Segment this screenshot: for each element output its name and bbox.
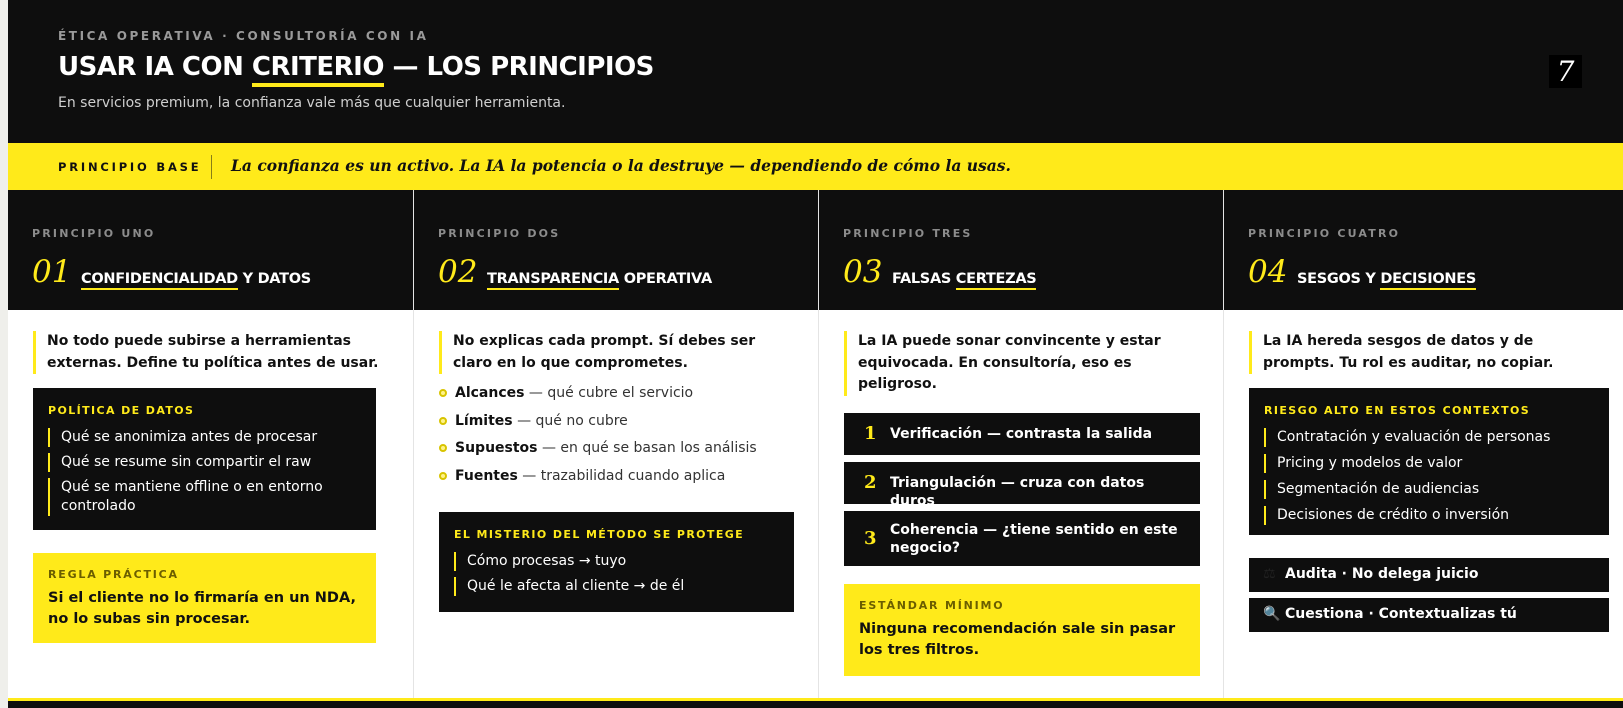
filter-number: 3 bbox=[864, 528, 877, 549]
principle-quote: La confianza es un activo. La IA la potencia o la destruye — dependiendo de cómo la usas. bbox=[231, 156, 1011, 175]
column-number: 04 bbox=[1248, 254, 1288, 290]
column-header bbox=[819, 190, 1223, 310]
title-pre: USAR IA CON bbox=[58, 52, 252, 82]
list-item: Qué se anonimiza antes de procesar bbox=[48, 428, 361, 447]
column-number: 01 bbox=[32, 254, 72, 290]
column-title bbox=[81, 271, 311, 287]
list-item: Qué se resume sin compartir el raw bbox=[48, 453, 361, 472]
principle-column-3 bbox=[818, 190, 1223, 698]
title-highlight: CRITERIO bbox=[251, 52, 384, 82]
bullet-dot-icon bbox=[439, 472, 447, 480]
column-title-rest: OPERATIVA bbox=[618, 271, 712, 287]
box-list bbox=[1264, 428, 1594, 525]
scale-icon: ⚖ bbox=[1263, 566, 1276, 582]
brand-logo: 7 bbox=[1549, 55, 1582, 88]
magnifier-icon: 🔍 bbox=[1263, 606, 1281, 622]
column-kicker: PRINCIPIO DOS bbox=[438, 227, 561, 240]
principle-column-2 bbox=[413, 190, 818, 698]
filter-number: 1 bbox=[864, 423, 877, 444]
column-title bbox=[487, 271, 712, 287]
box-label: RIESGO ALTO EN ESTOS CONTEXTOS bbox=[1264, 404, 1531, 417]
column-number: 03 bbox=[843, 254, 883, 290]
filter-card-2 bbox=[844, 462, 1200, 509]
question-pill bbox=[1249, 598, 1609, 632]
column-title bbox=[1297, 271, 1476, 287]
column-lead: La IA hereda sesgos de datos y de prompts. Tu rol es auditar, no copiar. bbox=[1249, 331, 1604, 374]
principle-divider bbox=[211, 155, 212, 179]
page-title bbox=[58, 52, 654, 82]
column-title-pre: FALSAS bbox=[892, 271, 956, 287]
scope-bullets bbox=[439, 383, 757, 494]
bullet-dot-icon bbox=[439, 389, 447, 397]
filter-text: Verificación — contrasta la salida bbox=[890, 426, 1153, 442]
box-label: EL MISTERIO DEL MÉTODO SE PROTEGE bbox=[454, 528, 745, 541]
bullet-dot-icon bbox=[439, 417, 447, 425]
subtitle: En servicios premium, la confianza vale más que cualquier herramienta. bbox=[58, 95, 566, 111]
bullet-dot-icon bbox=[439, 444, 447, 452]
bullet-term: Supuestos bbox=[455, 440, 538, 457]
column-title-underlined: DECISIONES bbox=[1380, 271, 1476, 287]
audit-pill bbox=[1249, 558, 1609, 592]
column-header bbox=[8, 190, 413, 310]
box-list bbox=[454, 552, 779, 596]
yellow-text: Si el cliente no lo firmaría en un NDA, no lo subas sin procesar. bbox=[48, 590, 356, 627]
yellow-text: Ninguna recomendación sale sin pasar los tres filtros. bbox=[859, 621, 1176, 658]
column-kicker: PRINCIPIO TRES bbox=[843, 227, 973, 240]
list-item: Pricing y modelos de valor bbox=[1264, 454, 1594, 473]
bullet-term: Alcances bbox=[455, 385, 525, 401]
list-item: Cómo procesas → tuyo bbox=[454, 552, 779, 571]
bottom-rule bbox=[8, 698, 1623, 708]
principle-bar bbox=[8, 143, 1623, 190]
principle-column-4 bbox=[1223, 190, 1623, 698]
bullet-term: Fuentes bbox=[455, 468, 518, 485]
bullet-term: Límites bbox=[455, 412, 513, 429]
yellow-label: REGLA PRÁCTICA bbox=[48, 568, 179, 581]
list-item: Qué le afecta al cliente → de él bbox=[454, 577, 779, 596]
column-header bbox=[414, 190, 818, 310]
practical-rule-box bbox=[33, 553, 376, 643]
column-lead: La IA puede sonar convincente y estar equivocada. En consultoría, eso es peligroso. bbox=[844, 331, 1199, 396]
column-title-underlined: TRANSPARENCIA bbox=[487, 271, 619, 287]
box-label: POLÍTICA DE DATOS bbox=[48, 404, 195, 417]
data-policy-box bbox=[33, 388, 376, 530]
column-lead: No todo puede subirse a herramientas externas. Define tu política antes de usar. bbox=[33, 331, 388, 374]
eyebrow: ÉTICA OPERATIVA · CONSULTORÍA CON IA bbox=[58, 29, 429, 43]
column-title bbox=[892, 271, 1036, 287]
method-box bbox=[439, 512, 794, 612]
list-item: Contratación y evaluación de personas bbox=[1264, 428, 1594, 447]
filter-number: 2 bbox=[864, 472, 877, 493]
column-lead: No explicas cada prompt. Sí debes ser claro en lo que comprometes. bbox=[439, 331, 794, 374]
yellow-label: ESTÁNDAR MÍNIMO bbox=[859, 599, 1005, 612]
list-item: Qué se mantiene offline o en entorno controlado bbox=[48, 478, 361, 516]
list-item bbox=[439, 411, 757, 439]
list-item: Decisiones de crédito o inversión bbox=[1264, 506, 1594, 525]
title-post: — LOS PRINCIPIOS bbox=[383, 52, 654, 82]
bullet-desc: — trazabilidad cuando aplica bbox=[517, 468, 726, 485]
filter-card-3 bbox=[844, 511, 1200, 566]
column-title-pre: SESGOS Y bbox=[1297, 271, 1381, 287]
minimum-standard-box bbox=[844, 584, 1200, 676]
filter-text: Triangulación — cruza con datos duros bbox=[890, 475, 1145, 509]
filter-card-1 bbox=[844, 413, 1200, 455]
pill-text: Cuestiona · Contextualizas tú bbox=[1285, 606, 1517, 622]
list-item bbox=[439, 383, 757, 411]
column-kicker: PRINCIPIO CUATRO bbox=[1248, 227, 1401, 240]
column-number: 02 bbox=[438, 254, 478, 290]
box-list bbox=[48, 428, 361, 516]
pill-text: Audita · No delega juicio bbox=[1285, 566, 1479, 582]
column-title-underlined: CONFIDENCIALIDAD bbox=[81, 271, 238, 287]
column-title-rest: Y DATOS bbox=[237, 271, 311, 287]
column-kicker: PRINCIPIO UNO bbox=[32, 227, 156, 240]
principle-column-1 bbox=[8, 190, 413, 698]
column-title-underlined: CERTEZAS bbox=[955, 271, 1037, 287]
column-header bbox=[1224, 190, 1623, 310]
bullet-desc: — en qué se basan los análisis bbox=[537, 440, 757, 457]
bullet-desc: — qué no cubre bbox=[512, 412, 628, 429]
header bbox=[8, 0, 1623, 143]
slide bbox=[8, 0, 1623, 708]
bullet-desc: — qué cubre el servicio bbox=[524, 385, 694, 401]
high-risk-box bbox=[1249, 388, 1609, 535]
filter-text: Coherencia — ¿tiene sentido en este negocio? bbox=[890, 522, 1178, 556]
principle-label: PRINCIPIO BASE bbox=[58, 160, 202, 174]
list-item: Segmentación de audiencias bbox=[1264, 480, 1594, 499]
list-item bbox=[439, 466, 757, 494]
list-item bbox=[439, 438, 757, 466]
